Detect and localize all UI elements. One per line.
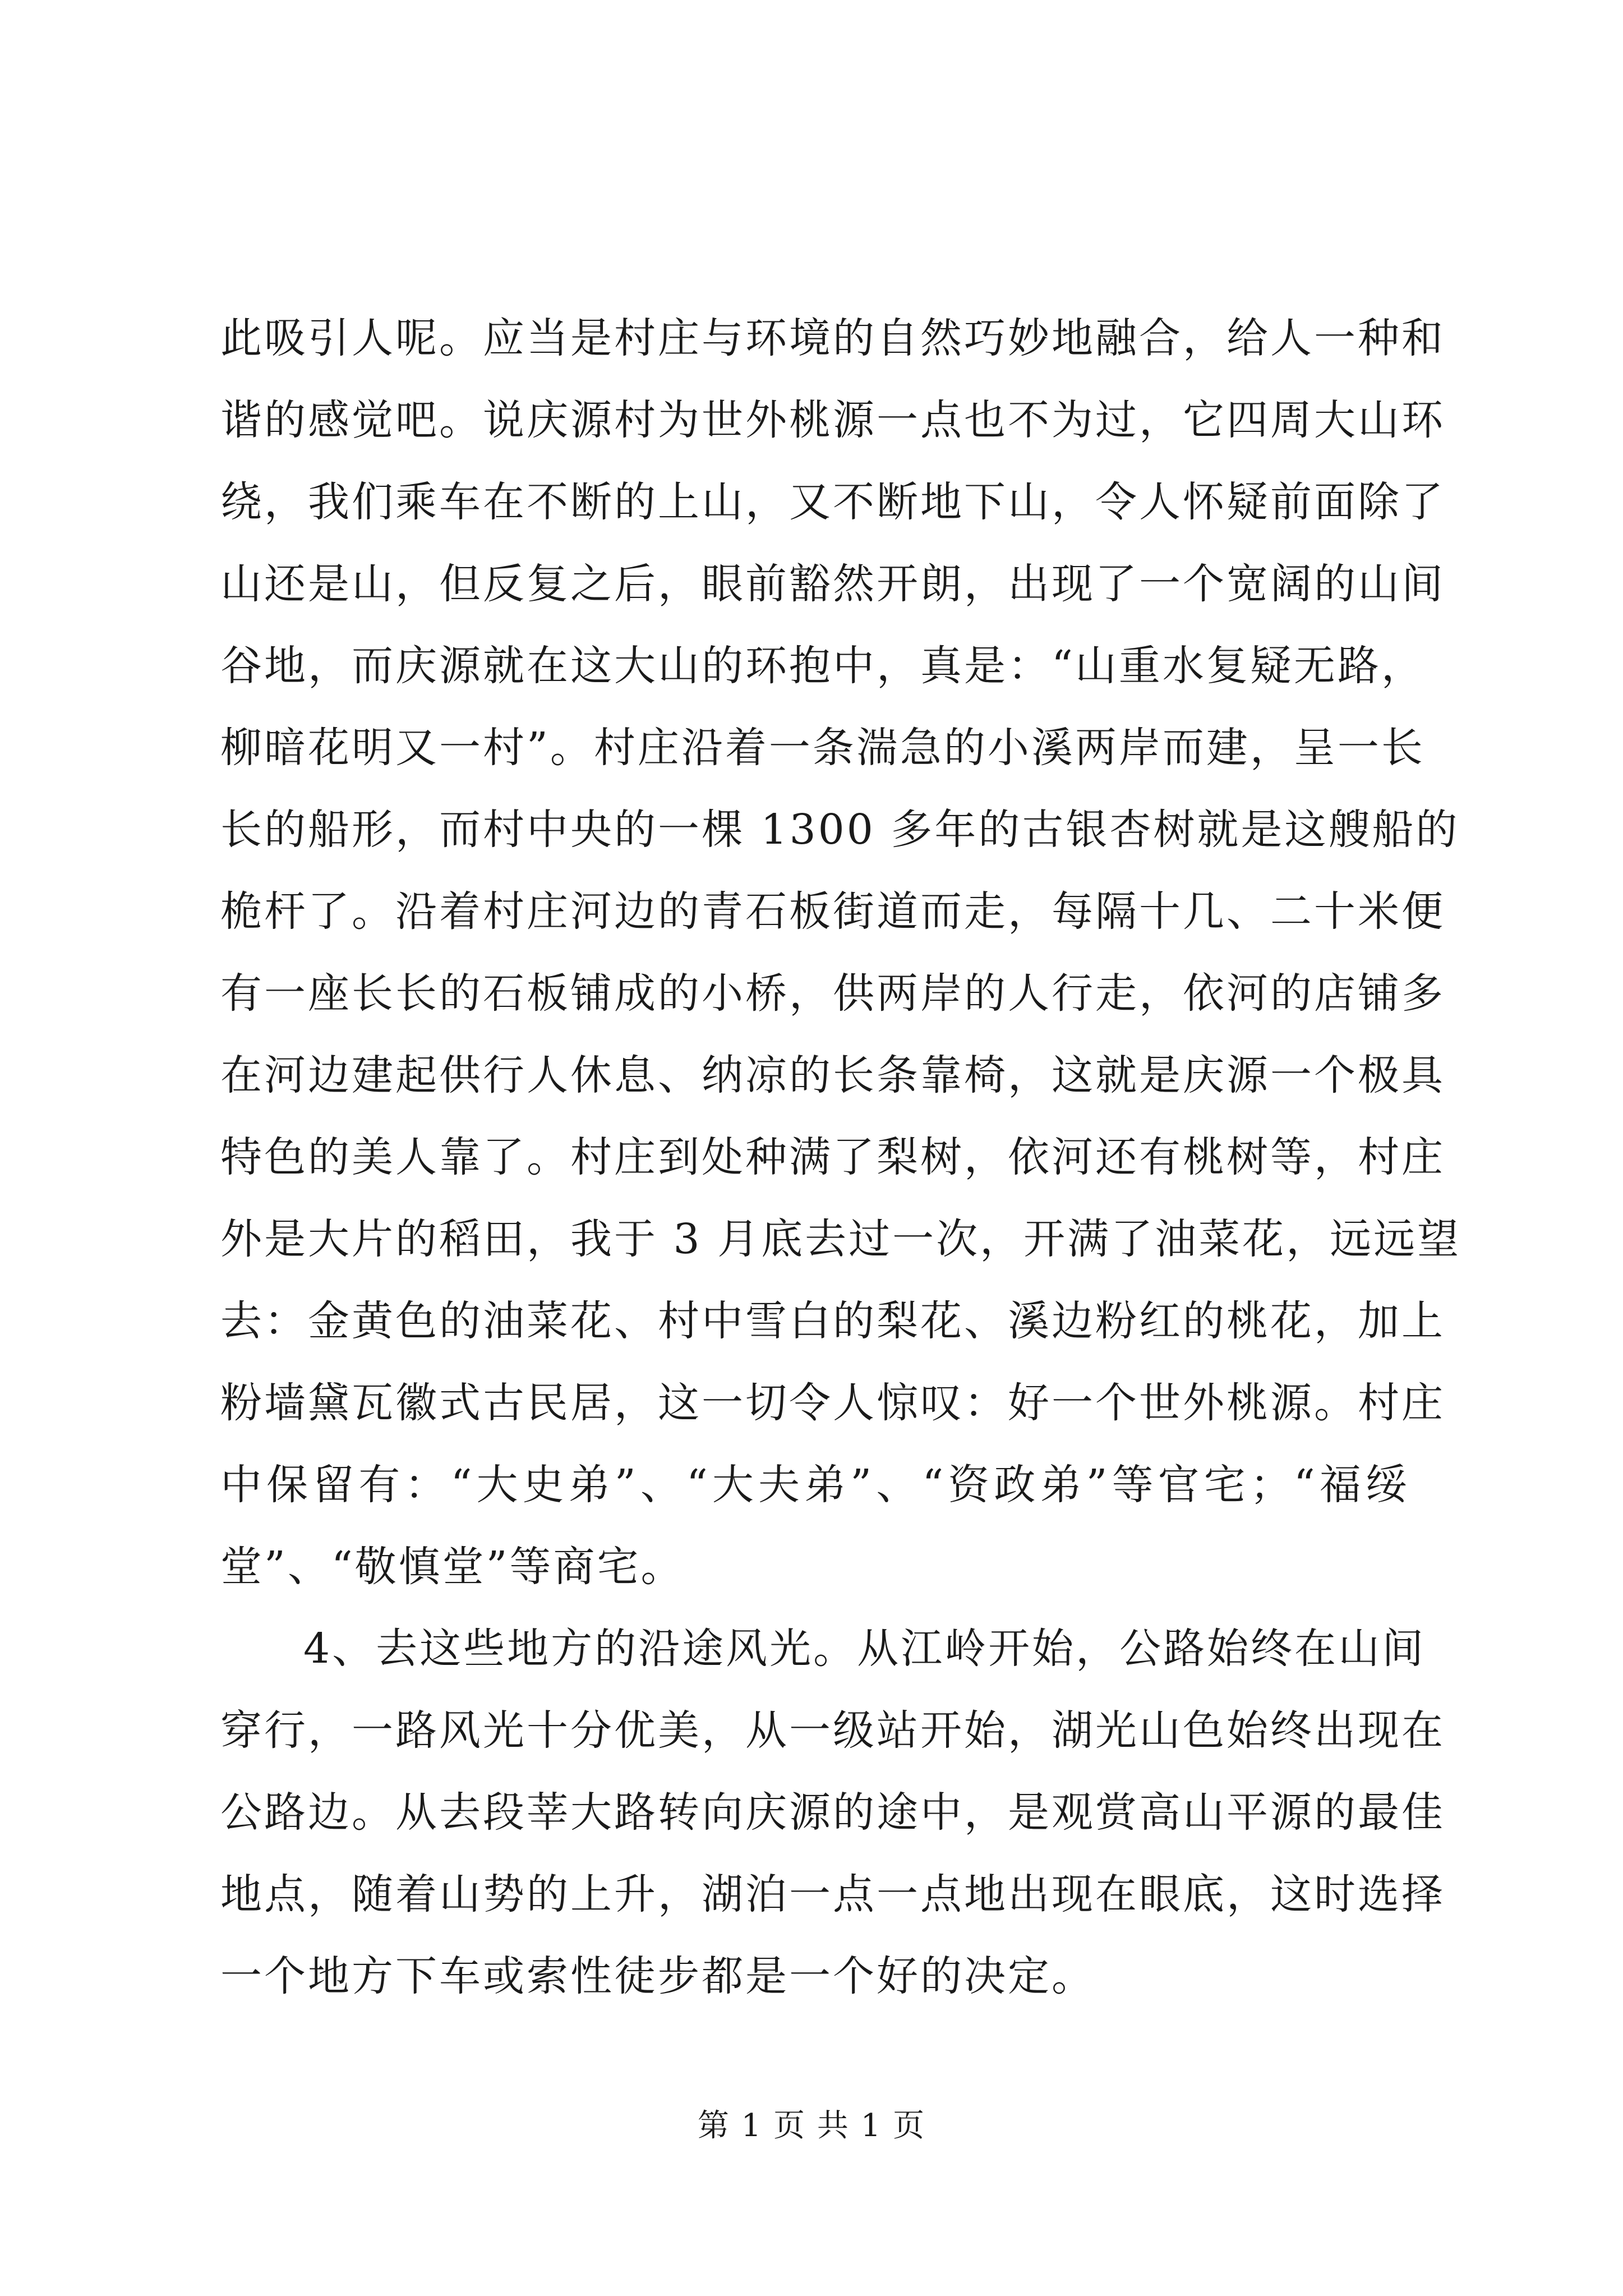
paragraph-1 [220, 297, 1461, 1608]
text-line: 谷地，而庆源就在这大山的环抱中，真是：“山重水复疑无路， [220, 642, 1425, 690]
text-line: 中保留有：“大史弟”、“大夫弟”、“资政弟”等官宅；“福绥 [220, 1461, 1409, 1509]
text-line: 堂”、“敬慎堂”等商宅。 [220, 1543, 685, 1591]
text-line: 外是大片的稻田，我于 3 月底去过一次，开满了油菜花，远远望 [220, 1215, 1461, 1263]
paragraph-2 [220, 1608, 1445, 2017]
text-line: 此吸引人呢。应当是村庄与环境的自然巧妙地融合，给人一种和 [220, 314, 1445, 362]
text-line: 绕，我们乘车在不断的上山，又不断地下山，令人怀疑前面除了 [220, 478, 1445, 526]
text-line: 粉墙黛瓦徽式古民居，这一切令人惊叹：好一个世外桃源。村庄 [220, 1379, 1445, 1427]
text-line: 4、去这些地方的沿途风光。从江岭开始，公路始终在山间 [303, 1625, 1426, 1673]
text-line: 公路边。从去段莘大路转向庆源的途中，是观赏高山平源的最佳 [220, 1788, 1445, 1837]
text-line: 特色的美人靠了。村庄到处种满了梨树，依河还有桃树等，村庄 [220, 1133, 1445, 1181]
text-line: 去：金黄色的油菜花、村中雪白的梨花、溪边粉红的桃花，加上 [220, 1297, 1445, 1345]
text-line: 一个地方下车或索性徒步都是一个好的决定。 [220, 1952, 1095, 2000]
text-line: 穿行，一路风光十分优美，从一级站开始，湖光山色始终出现在 [220, 1706, 1445, 1755]
body-text [220, 297, 1461, 2017]
text-line: 桅杆了。沿着村庄河边的青石板街道而走，每隔十几、二十米便 [220, 887, 1445, 936]
text-line: 在河边建起供行人休息、纳凉的长条靠椅，这就是庆源一个极具 [220, 1051, 1445, 1099]
text-line: 山还是山，但反复之后，眼前豁然开朗，出现了一个宽阔的山间 [220, 560, 1445, 608]
text-line: 地点，随着山势的上升，湖泊一点一点地出现在眼底，这时选择 [220, 1870, 1445, 1918]
text-line: 有一座长长的石板铺成的小桥，供两岸的人行走，依河的店铺多 [220, 969, 1445, 1018]
page-footer: 第 1 页 共 1 页 [697, 2108, 926, 2144]
text-line: 长的船形，而村中央的一棵 1300 多年的古银杏树就是这艘船的 [220, 806, 1460, 854]
text-line: 谐的感觉吧。说庆源村为世外桃源一点也不为过，它四周大山环 [220, 396, 1445, 444]
text-line: 柳暗花明又一村”。村庄沿着一条湍急的小溪两岸而建，呈一长 [220, 724, 1425, 772]
